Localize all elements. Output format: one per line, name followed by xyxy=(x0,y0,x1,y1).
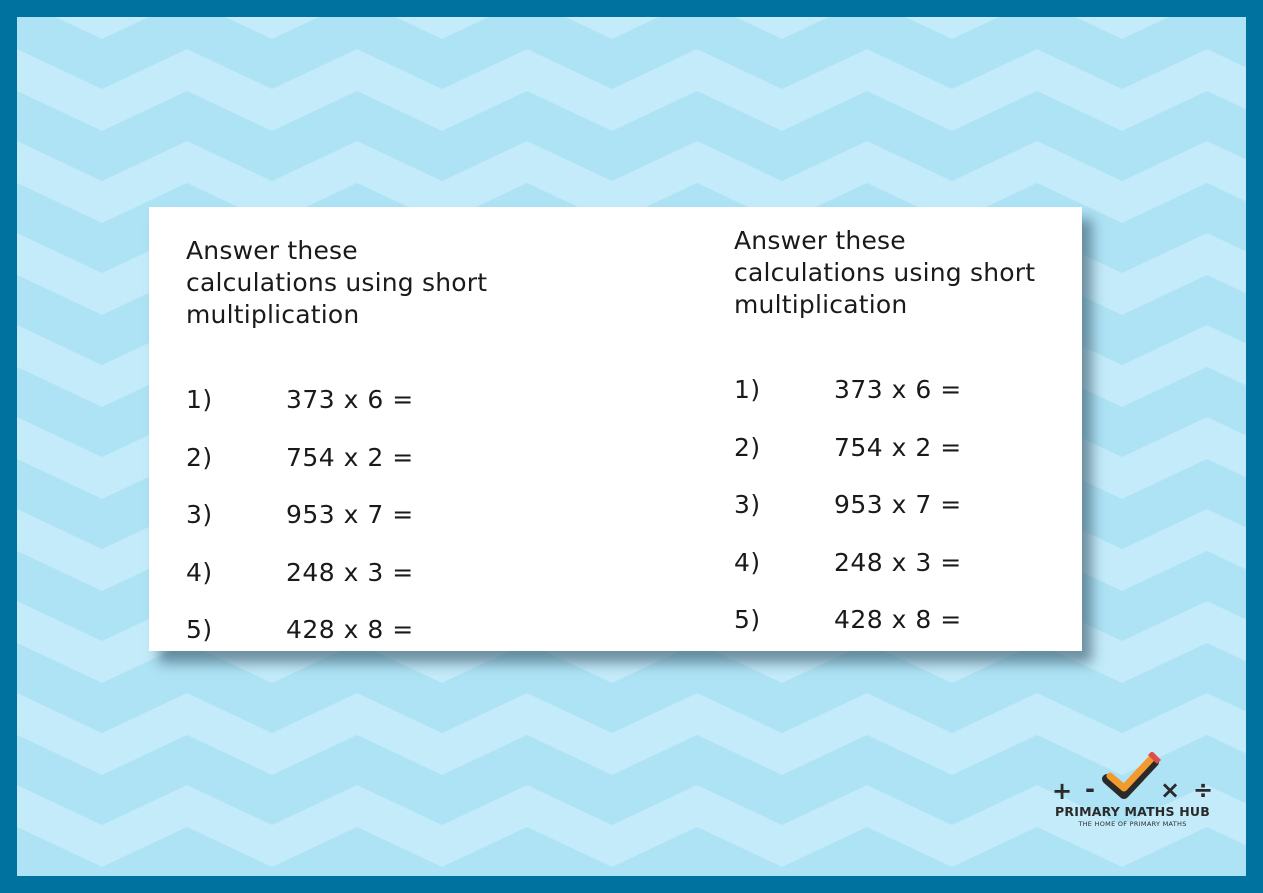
question-number: 2) xyxy=(186,442,213,472)
question-list xyxy=(734,375,962,663)
question-expression: 754 x 2 = xyxy=(834,432,962,462)
question-item xyxy=(734,490,962,548)
chevron-band xyxy=(17,17,1246,39)
question-expression: 428 x 8 = xyxy=(286,615,414,644)
question-expression: 248 x 3 = xyxy=(834,547,962,577)
question-expression: 428 x 8 = xyxy=(834,605,962,634)
question-number: 5) xyxy=(186,615,213,644)
checkmark-pencil-icon xyxy=(1107,752,1161,794)
chevron-band xyxy=(17,49,1246,131)
question-number: 2) xyxy=(734,432,761,462)
worksheet-card xyxy=(149,207,1082,651)
question-number: 1) xyxy=(734,375,761,404)
question-number: 3) xyxy=(734,490,761,519)
plus-symbol: + xyxy=(1051,777,1073,804)
question-item xyxy=(734,548,962,606)
question-item xyxy=(734,605,962,663)
question-item xyxy=(734,433,962,491)
worksheet-column-right xyxy=(734,225,1094,634)
question-item xyxy=(186,558,414,616)
multiply-symbol: × xyxy=(1159,776,1181,804)
question-expression: 953 x 7 = xyxy=(286,500,414,529)
question-item xyxy=(186,385,414,443)
question-list xyxy=(186,385,414,673)
divide-symbol: ÷ xyxy=(1192,776,1214,804)
question-number: 1) xyxy=(186,385,213,414)
question-number: 3) xyxy=(186,500,213,529)
question-number: 5) xyxy=(734,605,761,634)
worksheet-column-left xyxy=(186,235,546,644)
question-item xyxy=(186,443,414,501)
instruction-text: Answer these calculations using short multiplication xyxy=(186,236,488,329)
question-item xyxy=(186,500,414,558)
question-expression: 373 x 6 = xyxy=(834,375,962,404)
logo-name: PRIMARY MATHS HUB xyxy=(1055,804,1210,819)
instruction-text: Answer these calculations using short multiplication xyxy=(734,226,1036,319)
question-expression: 953 x 7 = xyxy=(834,490,962,519)
question-item xyxy=(734,375,962,433)
question-expression: 754 x 2 = xyxy=(286,442,414,472)
logo-tagline: THE HOME OF PRIMARY MATHS xyxy=(1078,820,1187,828)
question-item xyxy=(186,615,414,673)
question-number: 4) xyxy=(734,547,761,577)
question-expression: 248 x 3 = xyxy=(286,557,414,587)
logo-graphic xyxy=(1040,752,1225,804)
question-number: 4) xyxy=(186,557,213,587)
minus-symbol: - xyxy=(1085,775,1095,803)
question-expression: 373 x 6 = xyxy=(286,385,414,414)
primary-maths-hub-logo xyxy=(1040,752,1225,832)
